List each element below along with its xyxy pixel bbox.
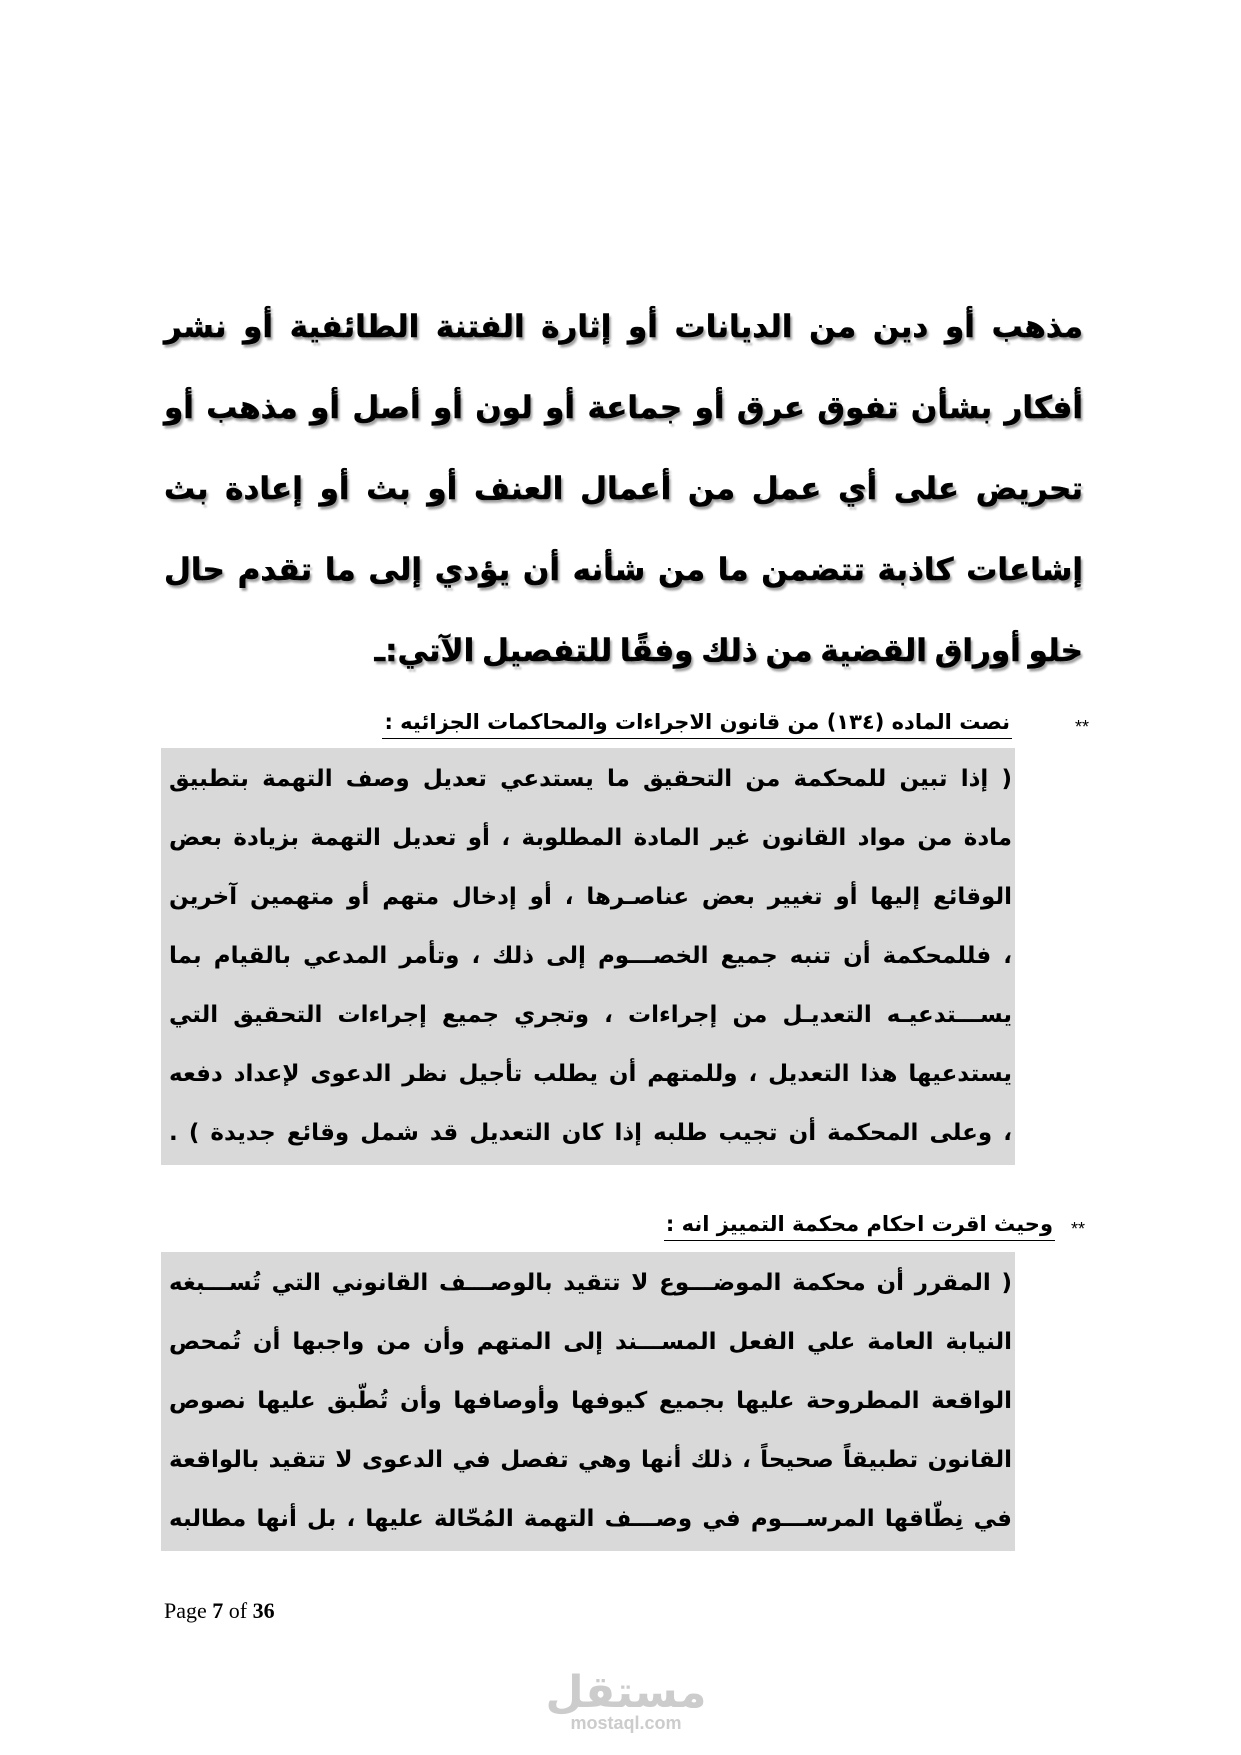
bullet-marker: **: [1070, 1219, 1085, 1239]
section-heading: نصت الماده (١٣٤) من قانون الاجراءات والمحاكمات الجزائيه :: [382, 707, 1012, 739]
bullet-marker: **: [1074, 717, 1089, 737]
intro-line: أفكار بشأن تفوق عرق أو جماعة أو لون أو أصل أو مذهب أو: [164, 390, 1083, 426]
quote-line: الوقائع إليها أو تغيير بعض عناصـرها ، أو إدخال متهم أو متهمين آخرين: [169, 884, 1012, 910]
quote-box: [161, 1252, 1015, 1551]
intro-line: إشاعات كاذبة تتضمن ما من شأنه أن يؤدي إلى ما تقدم حال: [164, 552, 1083, 588]
watermark-site: mostaql.com: [570, 1713, 682, 1733]
quote-line: مادة من مواد القانون غير المادة المطلوبة ، أو تعديل التهمة بزيادة بعض: [169, 825, 1012, 851]
quote-line: يســـتدعيـه التعديـل من إجراءات ، وتجري جميع إجراءات التحقيق التي: [169, 1002, 1012, 1028]
of-label: of: [228, 1598, 248, 1623]
intro-line-last: خلو أوراق القضية من ذلك وفقًا للتفصيل الآتي:ـ: [374, 633, 1083, 669]
quote-line: في نِطّاقها المرســـوم في وصـــف التهمة المُحّالة عليها ، بل أنها مطالبه: [169, 1506, 1012, 1532]
quote-line: ( المقرر أن محكمة الموضـــوع لا تتقيد بالوصـــف القانوني التي تُســـبغه: [169, 1270, 1012, 1296]
watermark-logo: مستقل: [545, 1667, 707, 1718]
quote-line: الواقعة المطروحة عليها بجميع كيوفها وأوصافها وأن تُطّبق عليها نصوص: [169, 1388, 1012, 1414]
quote-line: ، فللمحكمة أن تنبه جميع الخصـــوم إلى ذلك ، وتأمر المدعي بالقيام بما: [169, 943, 1012, 969]
section-heading: وحيث اقرت احكام محكمة التمييز انه :: [664, 1209, 1055, 1241]
current-page: 7: [212, 1598, 224, 1623]
page-label: Page: [164, 1598, 207, 1623]
intro-line: مذهب أو دين من الديانات أو إثارة الفتنة الطائفية أو نشر: [164, 309, 1083, 345]
quote-line: ( إذا تبين للمحكمة من التحقيق ما يستدعي تعديل وصف التهمة بتطبيق: [169, 766, 1012, 792]
quote-line: يستدعيها هذا التعديل ، وللمتهم أن يطلب تأجيل نظر الدعوى لإعداد دفعه: [169, 1061, 1012, 1087]
intro-line: تحريض على أي عمل من أعمال العنف أو بث أو إعادة بث: [164, 471, 1083, 507]
quote-line: ، وعلى المحكمة أن تجيب طلبه إذا كان التعديل قد شمل وقائع جديدة ) .: [169, 1120, 1012, 1146]
quote-line: القانون تطبيقاً صحيحاً ، ذلك أنها وهي تفصل في الدعوى لا تتقيد بالواقعة: [169, 1447, 1012, 1473]
quote-box: [161, 748, 1015, 1165]
total-pages: 36: [252, 1598, 275, 1623]
quote-line: النيابة العامة علي الفعل المســـند إلى المتهم وأن من واجبها أن تُمحص: [169, 1329, 1012, 1355]
intro-paragraph: [164, 287, 1083, 692]
page-number: [164, 1597, 275, 1625]
